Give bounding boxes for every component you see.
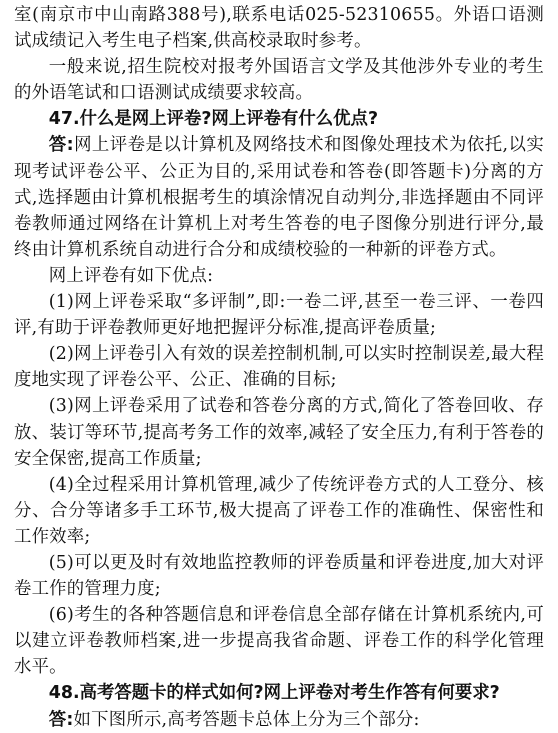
question-48-heading: 48.高考答题卡的样式如何?网上评卷对考生作答有何要求?	[48, 683, 500, 704]
intro-paragraph: 室(南京市中山南路388号),联系电话025-52310655。外语口语测试成绩记入考生电子档案,供高校录取时参考。	[14, 5, 544, 52]
advantage-item-6: (6)考生的各种答题信息和评卷信息全部存储在计算机系统内,可以建立评卷教师档案,进一步提高我省命题、评卷工作的科学化管理水平。	[14, 605, 544, 678]
advantage-item-2: (2)网上评卷引入有效的误差控制机制,可以实时控制误差,最大程度地实现了评卷公平、公正、准确的目标;	[14, 344, 544, 391]
advantage-item-4: (4)全过程采用计算机管理,减少了传统评卷方式的人工登分、核分、合分等诸多手工环节,极大提高了评卷工作的准确性、保密性和工作效率;	[14, 474, 544, 547]
answer-label: 答:	[48, 709, 74, 730]
answer-label: 答:	[48, 135, 74, 156]
question-47-answer	[14, 132, 544, 262]
answer-text: 如下图所示,高考答题卡总体上分为三个部分:	[73, 709, 420, 730]
advantage-item-1: (1)网上评卷采取“多评制”,即:一卷二评,甚至一卷三评、一卷四评,有助于评卷教师更好地把握评分标准,提高评卷质量;	[14, 292, 544, 339]
general-paragraph: 一般来说,招生院校对报考外国语言文学及其他涉外专业的考生的外语笔试和口语测试成绩要求较高。	[14, 57, 544, 104]
advantages-intro: 网上评卷有如下优点:	[48, 265, 214, 286]
advantage-item-3: (3)网上评卷采用了试卷和答卷分离的方式,简化了答卷回收、存放、装订等环节,提高考务工作的效率,减轻了安全压力,有利于答卷的安全保密,提高工作质量;	[14, 396, 544, 469]
question-47-heading: 47.什么是网上评卷?网上评卷有什么优点?	[48, 109, 379, 130]
question-48-answer	[14, 707, 544, 733]
advantage-item-5: (5)可以更及时有效地监控教师的评卷质量和评卷进度,加大对评卷工作的管理力度;	[14, 552, 544, 600]
answer-text: 网上评卷是以计算机及网络技术和图像处理技术为依托,以实现考试评卷公平、公正为目的,采用试卷和答卷(即答题卡)分离的方式,选择题由计算机根据考生的填涂情况自动判分,非选择题由不同评卷教师通过网络在计算机上对考生答卷的电子图像分别进行评分,最终由计算机系统自动进行合分和成绩校验的一种新的评卷方式。	[14, 135, 544, 260]
